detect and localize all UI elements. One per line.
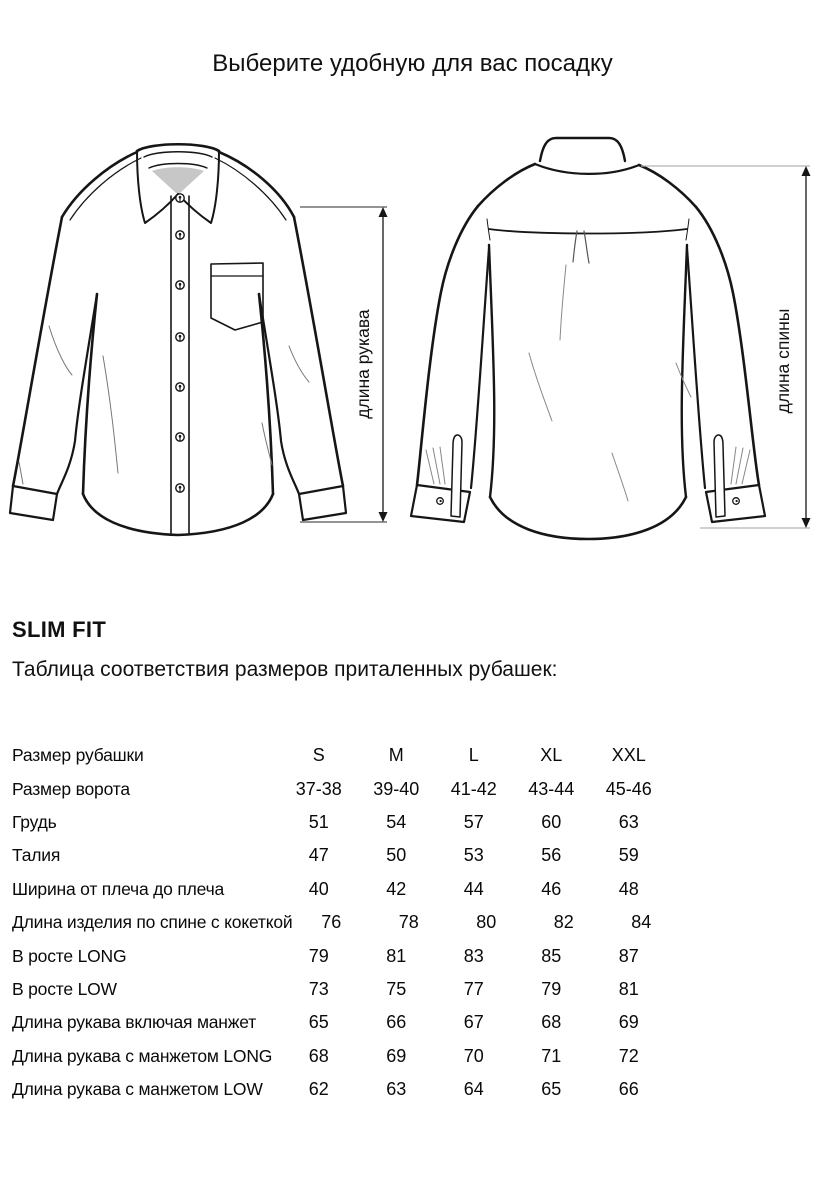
size-cell: 80 — [476, 912, 497, 933]
size-cell: 62 — [308, 1079, 329, 1100]
size-cell: 51 — [308, 811, 329, 832]
size-row — [0, 939, 680, 972]
fit-heading: SLIM FIT — [12, 617, 107, 642]
button-row — [176, 194, 184, 492]
arrow-down-icon — [379, 512, 388, 522]
row-label: Грудь — [12, 811, 57, 832]
size-cell: 42 — [386, 878, 407, 899]
table-subtitle: Таблица соответствия размеров приталенных рубашек: — [12, 658, 558, 681]
size-row — [0, 973, 680, 1006]
size-cell: 68 — [541, 1012, 562, 1033]
size-cell: XXL — [611, 745, 646, 766]
collar-inner-fill — [152, 167, 204, 193]
row-label: В росте LONG — [12, 945, 127, 966]
size-cell: L — [468, 745, 479, 766]
size-cell: 44 — [463, 878, 484, 899]
size-cell: 71 — [541, 1045, 562, 1066]
sleeve-length-arrow — [300, 207, 388, 522]
size-cell: 54 — [386, 811, 407, 832]
size-cell: 47 — [308, 845, 329, 866]
size-cell: 83 — [463, 945, 484, 966]
size-cell: 79 — [308, 945, 329, 966]
size-row — [0, 1006, 680, 1039]
size-cell: 85 — [541, 945, 562, 966]
size-cell: 43-44 — [528, 778, 575, 799]
size-cell: 40 — [308, 878, 329, 899]
fit-diagram — [0, 130, 825, 570]
size-cell: 56 — [541, 845, 562, 866]
size-row — [0, 806, 680, 839]
sleeve-length-label: длина рукава — [353, 309, 373, 419]
row-label: Длина рукава с манжетом LONG — [12, 1045, 273, 1066]
size-row — [0, 1040, 680, 1073]
row-label: Ширина от плеча до плеча — [12, 878, 225, 899]
back-length-label: длина спины — [773, 308, 793, 414]
arrow-up-icon — [379, 207, 388, 217]
size-cell: 65 — [308, 1012, 329, 1033]
size-cell: 81 — [386, 945, 407, 966]
size-cell: 63 — [618, 811, 639, 832]
row-label: Длина рукава с манжетом LOW — [12, 1079, 263, 1100]
row-label: Талия — [12, 845, 61, 866]
size-row — [0, 906, 680, 939]
size-cell: 63 — [386, 1079, 407, 1100]
size-cell: S — [312, 745, 325, 766]
size-cell: 48 — [618, 878, 639, 899]
size-cell: 69 — [386, 1045, 407, 1066]
size-cell: 68 — [308, 1045, 329, 1066]
row-label: Длина рукава включая манжет — [12, 1012, 257, 1033]
size-row — [0, 839, 680, 872]
size-cell: 46 — [541, 878, 562, 899]
size-cell: 41-42 — [450, 778, 497, 799]
size-cell: 50 — [386, 845, 407, 866]
size-cell: 65 — [541, 1079, 562, 1100]
size-cell: 72 — [618, 1045, 639, 1066]
size-row-header — [0, 739, 680, 772]
size-table — [0, 739, 680, 1106]
size-cell: 57 — [463, 811, 484, 832]
row-label: Размер ворота — [12, 778, 130, 799]
size-cell: 87 — [618, 945, 639, 966]
size-cell: 75 — [386, 978, 407, 999]
size-cell: 66 — [618, 1079, 639, 1100]
shirt-back-diagram — [411, 138, 765, 539]
size-cell: 81 — [618, 978, 639, 999]
size-cell: 77 — [463, 978, 484, 999]
size-cell: M — [388, 745, 404, 766]
size-cell: 45-46 — [605, 778, 652, 799]
size-cell: 78 — [398, 912, 419, 933]
size-cell: 53 — [463, 845, 484, 866]
size-cell: 73 — [308, 978, 329, 999]
size-cell: 39-40 — [373, 778, 420, 799]
size-cell: XL — [540, 745, 563, 766]
back-length-arrow — [641, 166, 811, 528]
size-cell: 82 — [553, 912, 574, 933]
size-cell: 66 — [386, 1012, 407, 1033]
size-cell: 60 — [541, 811, 562, 832]
row-label: Длина изделия по спине с кокеткой — [12, 912, 293, 933]
size-cell: 76 — [321, 912, 342, 933]
size-cell: 84 — [631, 912, 652, 933]
size-row — [0, 772, 680, 805]
size-cell: 37-38 — [295, 778, 342, 799]
row-label: В росте LOW — [12, 978, 117, 999]
size-row — [0, 873, 680, 906]
shirt-front-diagram — [10, 144, 346, 535]
row-label: Размер рубашки — [12, 745, 144, 766]
arrow-up-icon — [802, 166, 811, 176]
size-cell: 59 — [618, 845, 639, 866]
page-title: Выберите удобную для вас посадку — [212, 50, 613, 77]
size-cell: 64 — [463, 1079, 484, 1100]
size-cell: 67 — [463, 1012, 484, 1033]
size-cell: 69 — [618, 1012, 639, 1033]
size-row — [0, 1073, 680, 1106]
arrow-down-icon — [802, 518, 811, 528]
size-cell: 79 — [541, 978, 562, 999]
size-cell: 70 — [463, 1045, 484, 1066]
